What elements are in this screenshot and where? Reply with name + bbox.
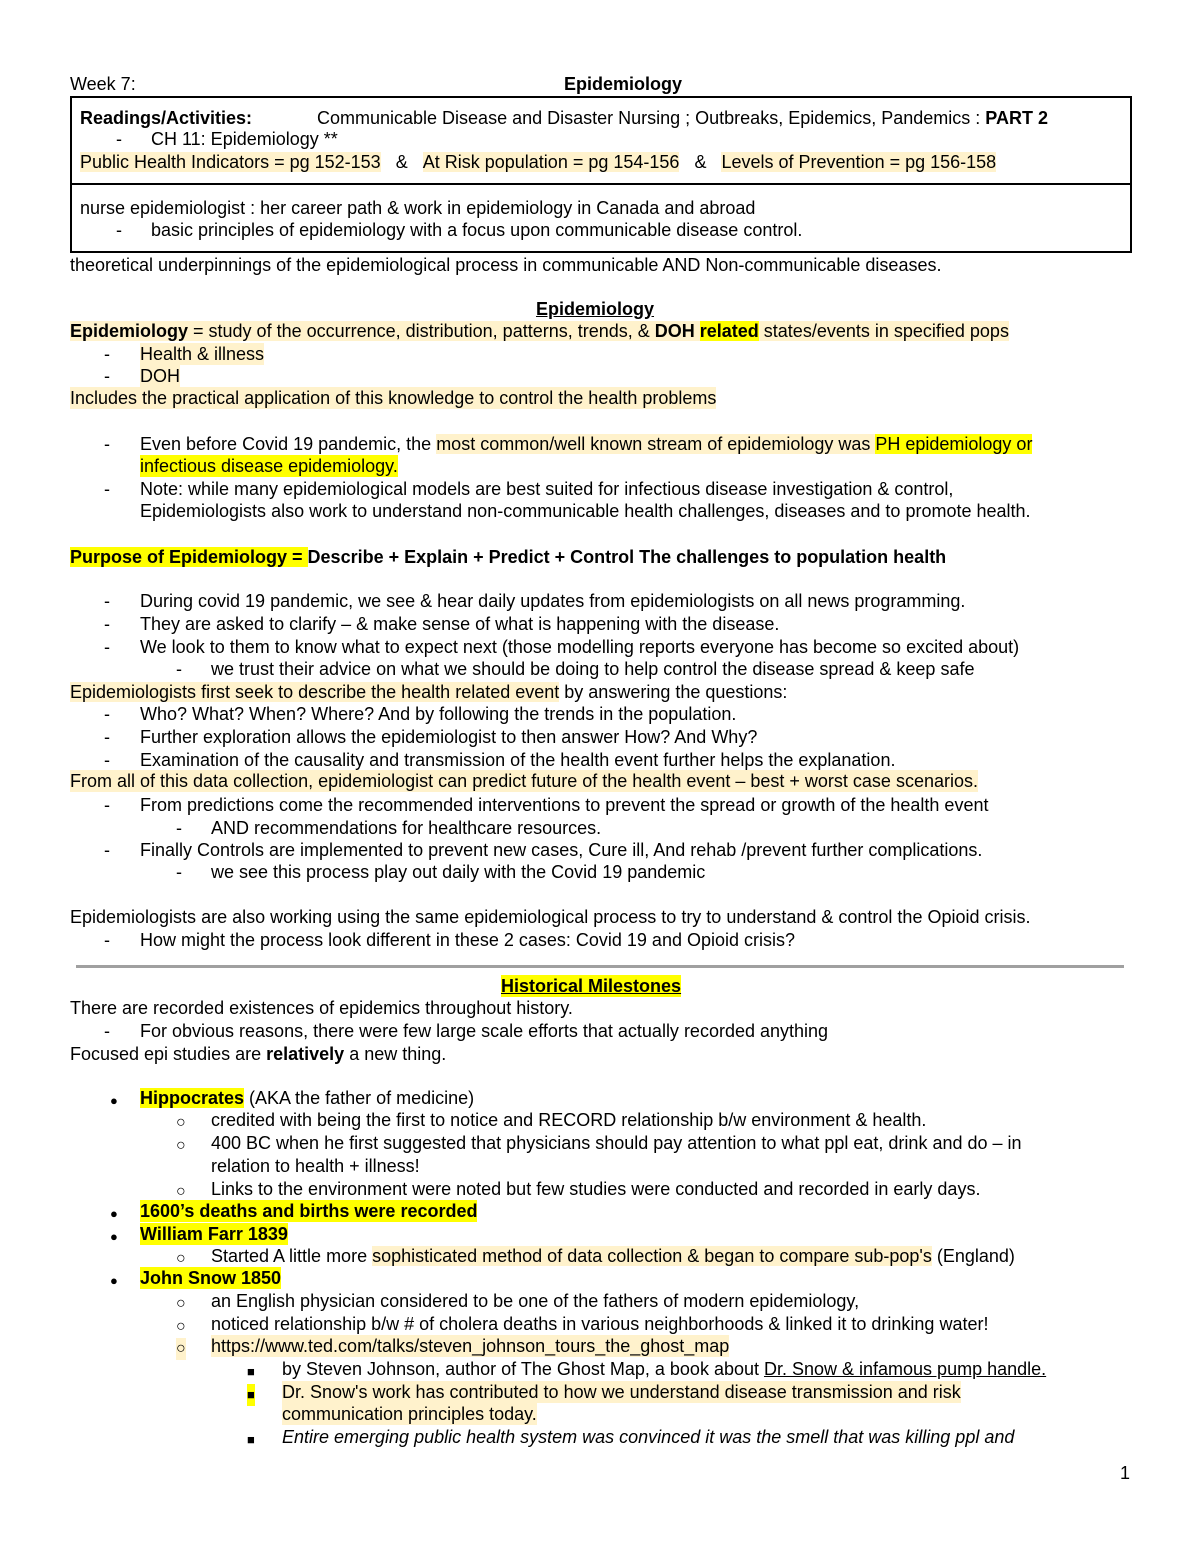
square-bullet-icon: ■ (247, 1384, 255, 1406)
ghost-map-b: Dr. Snow & infamous pump handle. (763, 1359, 1047, 1379)
page-title: Epidemiology (564, 74, 683, 94)
includes-line: Includes the practical application of this knowledge to control the health problems (70, 388, 717, 408)
hippocrates: Hippocrates (140, 1088, 245, 1108)
trust-line: we trust their advice on what we should be doing to help control the disease spread & keep safe (211, 659, 975, 679)
first-seek-b: by answering the questions: (559, 682, 788, 702)
week-label: Week 7: (70, 74, 136, 94)
focused-line (70, 1043, 446, 1065)
dash-bullet: - (104, 727, 110, 747)
circle-bullet-icon: ○ (176, 1114, 186, 1131)
indicators-line (80, 151, 996, 173)
readings-part: PART 2 (985, 108, 1048, 128)
circle-bullet-icon: ○ (176, 1295, 186, 1312)
dash-bullet: - (116, 220, 122, 240)
purpose-item: We look to them to know what to expect next (those modelling reports everyone has become so excited about) (140, 637, 1020, 657)
ted-talk-link[interactable]: https://www.ted.com/talks/steven_johnson_tours_the_ghost_map (211, 1336, 730, 1356)
dash-bullet: - (104, 366, 110, 386)
snow-work-line-2: communication principles today. (282, 1404, 537, 1424)
def-term: Epidemiology (70, 321, 189, 341)
hippocrates-item: 400 BC when he first suggested that physicians should pay attention to what ppl eat, drink and do – in (211, 1133, 1022, 1153)
square-bullet-icon: ■ (247, 1364, 255, 1379)
purpose-item: During covid 19 pandemic, we see & hear daily updates from epidemiologists on all news programming. (140, 591, 966, 611)
opioid-question: How might the process look different in these 2 cases: Covid 19 and Opioid crisis? (140, 930, 796, 950)
dash-bullet: - (104, 840, 110, 860)
even-c: PH epidemiology or (875, 434, 1033, 454)
dash-bullet: - (176, 659, 182, 679)
square-bullet-icon: ■ (247, 1432, 255, 1447)
dash-bullet: - (176, 862, 182, 882)
readings-label: Readings/Activities: (80, 108, 253, 128)
milestone-snow: John Snow 1850 (140, 1268, 282, 1288)
question-item: Further exploration allows the epidemiologist to then answer How? And Why? (140, 727, 758, 747)
even-d: infectious disease epidemiology. (140, 456, 398, 476)
milestone-farr: William Farr 1839 (140, 1224, 288, 1244)
question-item: Examination of the causality and transmission of the health event further helps the explanation. (140, 750, 896, 770)
hippocrates-item: credited with being the first to notice and RECORD relationship b/w environment & health. (211, 1110, 927, 1130)
circle-bullet-icon: ○ (176, 1250, 186, 1267)
dash-bullet: - (104, 591, 110, 611)
purpose-item: They are asked to clarify – & make sense of what is happening with the disease. (140, 614, 780, 634)
def-doh: DOH (654, 321, 700, 341)
ghost-map-line (282, 1358, 1046, 1380)
amp: & (694, 152, 707, 172)
amp: & (395, 152, 408, 172)
smell-line: Entire emerging public health system was convinced it was the smell that was killing ppl and (282, 1427, 1015, 1447)
hippocrates-item: Links to the environment were noted but few studies were conducted and recorded in early days. (211, 1179, 981, 1199)
farr-a: Started A little more (211, 1246, 373, 1266)
dash-bullet: - (104, 344, 110, 364)
horizontal-rule (76, 965, 1124, 968)
def-mid: = study of the occurrence, distribution, patterns, trends, & (188, 321, 655, 341)
circle-bullet-icon: ○ (176, 1183, 186, 1200)
bullet-icon: ● (110, 1206, 118, 1221)
purpose-rest: Describe + Explain + Predict + Control The challenges to population health (307, 547, 947, 567)
dash-bullet: - (116, 129, 122, 149)
page-number: 1 (1120, 1463, 1131, 1483)
intro-line: theoretical underpinnings of the epidemiological process in communicable AND Non-communicable diseases. (70, 255, 942, 275)
opioid-line: Epidemiologists are also working using the same epidemiological process to try to understand & control the Opioid crisis. (70, 907, 1031, 927)
dash-bullet: - (104, 795, 110, 815)
focused-c: a new thing. (344, 1044, 447, 1064)
snow-work-line: Dr. Snow's work has contributed to how we understand disease transmission and risk (282, 1382, 961, 1402)
focused-a: Focused epi studies are (70, 1044, 267, 1064)
sub-item: Health & illness (140, 344, 265, 364)
even-before-line (140, 433, 1032, 455)
even-a: Even before Covid 19 pandemic, the (140, 434, 437, 454)
prediction-sub: AND recommendations for healthcare resources. (211, 818, 602, 838)
chapter-ref: CH 11: Epidemiology ** (151, 129, 338, 149)
atrisk-ref: At Risk population = pg 154-156 (422, 152, 680, 172)
hippocrates-line (140, 1087, 474, 1109)
even-b: most common/well known stream of epidemiology was (436, 434, 876, 454)
dash-bullet: - (104, 1021, 110, 1041)
readings-text-line (317, 107, 1048, 129)
section-heading-epidemiology: Epidemiology (536, 299, 655, 319)
bullet-icon: ● (110, 1229, 118, 1244)
prediction-sub: we see this process play out daily with the Covid 19 pandemic (211, 862, 706, 882)
dash-bullet: - (104, 434, 110, 454)
phi-ref: Public Health Indicators = pg 152-153 (80, 152, 381, 172)
question-item: Who? What? When? Where? And by following the trends in the population. (140, 704, 737, 724)
dash-bullet: - (104, 637, 110, 657)
def-related: related (699, 321, 759, 341)
ghost-map-a: by Steven Johnson, author of The Ghost Map, a book about (282, 1359, 764, 1379)
basic-line: basic principles of epidemiology with a focus upon communicable disease control. (151, 220, 803, 240)
dash-bullet: - (104, 930, 110, 950)
snow-item: an English physician considered to be one of the fathers of modern epidemiology, (211, 1291, 860, 1311)
circle-bullet-icon: ○ (176, 1338, 186, 1360)
history-sub: For obvious reasons, there were few large scale efforts that actually recorded anything (140, 1021, 829, 1041)
section-heading-history: Historical Milestones (501, 976, 682, 996)
nurse-line: nurse epidemiologist : her career path & work in epidemiology in Canada and abroad (80, 198, 756, 218)
purpose-line (70, 546, 946, 568)
dash-bullet: - (176, 818, 182, 838)
milestone-1600: 1600’s deaths and births were recorded (140, 1201, 478, 1221)
prediction-item: Finally Controls are implemented to prevent new cases, Cure ill, And rehab /prevent further complications. (140, 840, 983, 860)
first-seek-line (70, 681, 787, 703)
hippocrates-rest: (AKA the father of medicine) (244, 1088, 475, 1108)
bullet-icon: ● (110, 1273, 118, 1288)
readings-text: Communicable Disease and Disaster Nursing ; Outbreaks, Epidemics, Pandemics : (317, 108, 986, 128)
prediction-item: From predictions come the recommended interventions to prevent the spread or growth of the health event (140, 795, 989, 815)
definition-line (70, 320, 1009, 342)
snow-item: noticed relationship b/w # of cholera deaths in various neighborhoods & linked it to drinking water! (211, 1314, 989, 1334)
focused-b: relatively (266, 1044, 345, 1064)
sub-item: DOH (140, 366, 180, 386)
farr-b: sophisticated method of data collection & began to compare sub-pop's (372, 1246, 932, 1266)
purpose-label: Purpose of Epidemiology = (70, 547, 308, 567)
levels-ref: Levels of Prevention = pg 156-158 (721, 152, 997, 172)
readings-line (80, 107, 252, 129)
farr-item (211, 1245, 1015, 1267)
note-line-2: Epidemiologists also work to understand non-communicable health challenges, diseases and to promote health. (140, 501, 1031, 521)
from-all-line: From all of this data collection, epidemiologist can predict future of the health event – best + worst case scenarios. (70, 771, 978, 791)
bullet-icon: ● (110, 1093, 118, 1108)
farr-c: (England) (931, 1246, 1015, 1266)
circle-bullet-icon: ○ (176, 1318, 186, 1335)
circle-bullet-icon: ○ (176, 1137, 186, 1154)
history-line: There are recorded existences of epidemics throughout history. (70, 998, 573, 1018)
dash-bullet: - (104, 704, 110, 724)
dash-bullet: - (104, 479, 110, 499)
hippocrates-item: relation to health + illness! (211, 1156, 420, 1176)
dash-bullet: - (104, 614, 110, 634)
first-seek-a: Epidemiologists first seek to describe the health related event (70, 682, 560, 702)
box-divider (70, 183, 1132, 185)
dash-bullet: - (104, 750, 110, 770)
def-end: states/events in specified pops (758, 321, 1009, 341)
note-line-1: Note: while many epidemiological models are best suited for infectious disease investigation & control, (140, 479, 954, 499)
